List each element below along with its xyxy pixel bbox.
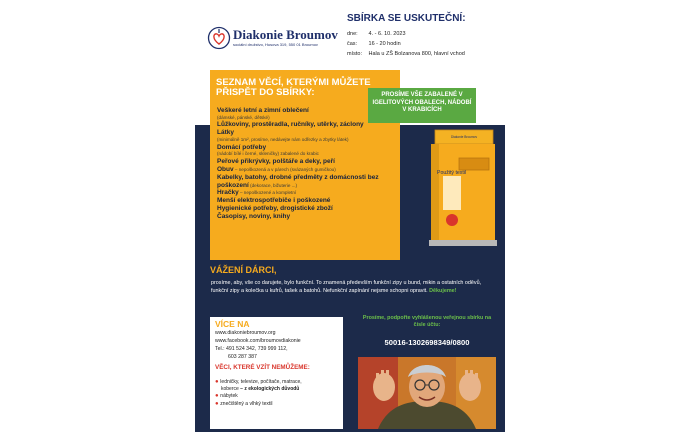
bin-brand: Diakonie Broumov xyxy=(451,135,478,139)
event-time-row xyxy=(347,41,401,47)
not-accepted-item: nábytek xyxy=(220,393,238,400)
list-item-note: (dámské, pánské, dětské) xyxy=(217,114,270,120)
list-item: Peřové přikrývky, polštáře a deky, peří xyxy=(217,157,335,165)
list-item xyxy=(217,182,402,190)
event-date-row xyxy=(347,31,406,37)
donors-thanks: Děkujeme! xyxy=(429,288,457,294)
list-item xyxy=(215,401,342,408)
website-link[interactable]: www.diakoniebroumov.org xyxy=(215,330,276,336)
list-item: Látky xyxy=(217,129,234,137)
list-item-note: – nepoškozená a v párech (svázaných gumičkou) xyxy=(233,166,336,172)
not-accepted-item: znečištěný a vlhký textil xyxy=(220,400,273,407)
list-item-note: (dekorace, bižuterie ...) xyxy=(248,182,298,188)
list-item: Menší elektrospotřebiče i poškozené xyxy=(217,197,331,205)
accepted-items-list xyxy=(217,107,402,221)
event-place-row xyxy=(347,51,465,57)
diakonie-logo xyxy=(207,26,347,52)
donors-message: prosíme, aby, vše co darujete, bylo funkční. To znamená především funkční zipy u bund, mikin a ostatních oděvů, funkční zipy a kolečka u kufrů, tašek a batohů. Nefunkční zapínání nejsme schopni opravit. xyxy=(211,280,482,294)
list-item: Veškeré letní a zimní oblečení xyxy=(217,107,309,114)
event-place-label: místo: xyxy=(347,51,362,57)
list-item xyxy=(215,393,342,400)
heart-cross-icon xyxy=(207,26,231,50)
donors-text xyxy=(211,279,496,295)
not-accepted-item: ledničky, televize, počítače, matrace, xyxy=(220,379,302,385)
list-item xyxy=(217,166,402,174)
list-item-note: (minimálně 1m², prosíme, nedávejte nám odřezky a zbytky látek) xyxy=(217,137,349,143)
list-item: Domácí potřeby xyxy=(217,143,267,151)
event-date-value: 4. - 6. 10. 2023 xyxy=(368,31,406,37)
textile-bin-icon xyxy=(429,128,497,248)
not-accepted-list xyxy=(215,379,342,408)
phone-label: Tel. xyxy=(215,346,224,352)
facebook-link[interactable]: www.facebook.com/broumovdiakonie xyxy=(215,338,301,344)
list-item-note: (nádobí bílé i černé, skleničky) zabalené do krabic xyxy=(217,151,319,157)
list-item-bold: Obuv xyxy=(217,165,234,173)
not-accepted-item: koberce xyxy=(221,386,239,393)
smiling-man-photo xyxy=(358,357,496,429)
list-item: Kabelky, batohy, drobné předměty z domácnosti bez xyxy=(217,173,379,181)
list-item-bold: poškození xyxy=(217,181,249,189)
phone-line xyxy=(215,346,288,352)
event-time-label: čas: xyxy=(347,41,358,47)
event-place-value: Hala u ZŠ Bolzanova 800, hlavní vchod xyxy=(368,51,465,57)
support-text: Prosíme, podpořte vyhlášenou veřejnou sbírku na čísle účtu: xyxy=(362,315,492,328)
event-date-label: dne: xyxy=(347,31,358,37)
bullet-icon: ● xyxy=(215,400,221,407)
logo-name: Diakonie Broumov xyxy=(233,27,338,42)
list-item: Lůžkoviny, prostěradla, ručníky, utěrky, záclony xyxy=(217,121,364,129)
list-item-bold: Hračky xyxy=(217,189,239,197)
event-info xyxy=(342,10,502,72)
logo-subtitle: sociální družstvo, Husova 319, 550 01 Broumov xyxy=(233,42,318,47)
list-item: Časopisy, noviny, knihy xyxy=(217,213,291,221)
more-info-title: VÍCE NA xyxy=(215,319,250,329)
packing-note xyxy=(368,88,476,123)
poster xyxy=(195,0,505,432)
phone-numbers: : 491 524 342, 739 999 112, xyxy=(223,346,288,352)
event-time-value: 16 - 20 hodin xyxy=(368,41,401,47)
not-accepted-title: VĚCI, KTERÉ VZÍT NEMŮŽEME: xyxy=(215,364,310,371)
bullet-icon: ● xyxy=(215,379,221,385)
bank-account: 50016-1302698349/0800 xyxy=(384,338,470,347)
list-item: Hygienické potřeby, drogistické zboží xyxy=(217,205,333,213)
bullet-icon: ● xyxy=(215,393,221,400)
bin-label: Použitý textil xyxy=(437,170,467,176)
contact-panel xyxy=(210,317,343,429)
donors-title: VÁŽENÍ DÁRCI, xyxy=(210,265,277,275)
accepted-items-title: SEZNAM VĚCÍ, KTERÝMI MŮŽETE PŘISPĚT DO SBÍRKY: xyxy=(216,77,371,98)
event-title: SBÍRKA SE USKUTEČNÍ: xyxy=(347,13,466,24)
not-accepted-reason: – z ekologických důvodů xyxy=(238,386,300,393)
packing-note-text: PROSÍME VŠE ZABALENÉ V IGELITOVÝCH OBALECH, NÁDOBÍ V KRABICÍCH xyxy=(372,92,472,113)
list-item xyxy=(217,189,402,197)
phone-number-2: 603 287 387 xyxy=(228,354,257,360)
list-item xyxy=(215,386,342,393)
list-item-note: – nepoškozené a kompletní xyxy=(238,190,297,196)
